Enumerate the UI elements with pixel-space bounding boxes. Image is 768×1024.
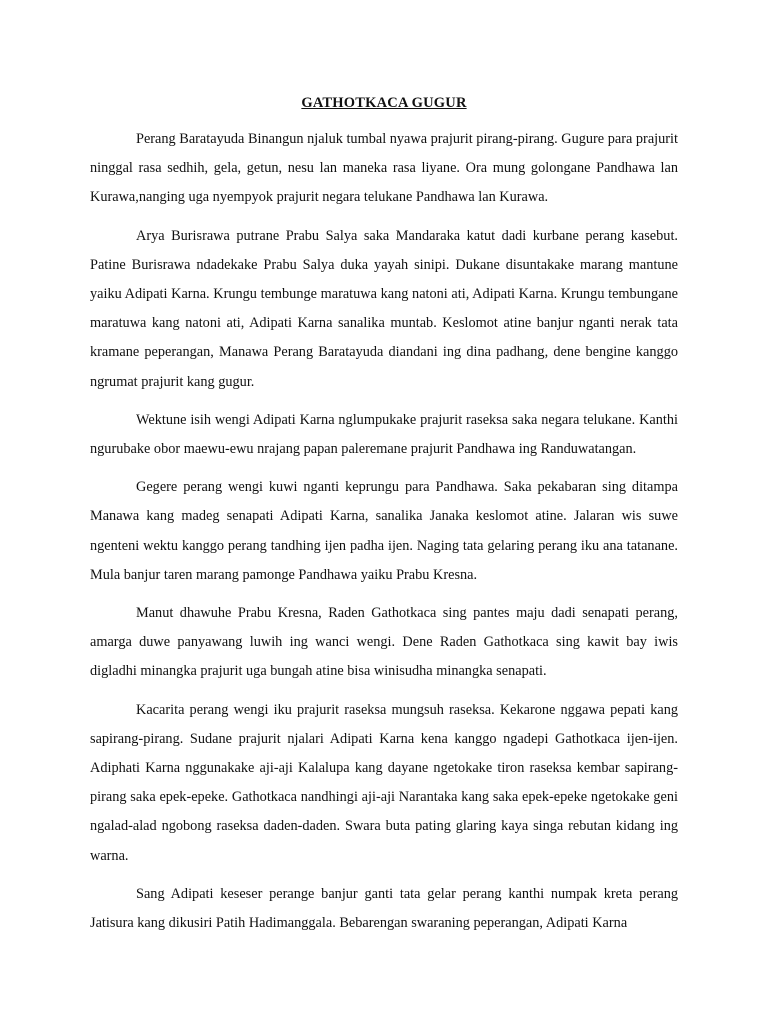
paragraph-4: Gegere perang wengi kuwi nganti keprungu para Pandhawa. Saka pekabaran sing ditampa Manawa kang madeg senapati Adipati Karna, sanalika Janaka keslomot atine. Jalaran wis suwe ngenteni wektu kanggo perang tandhing ijen padha ijen. Naging tata gelaring perang iku ana tatanane. Mula banjur taren marang pamonge Pandhawa yaiku Prabu Kresna. bbox=[90, 479, 678, 583]
document-title: GATHOTKACA GUGUR bbox=[301, 95, 467, 111]
document-page bbox=[90, 93, 678, 947]
paragraph-5: Manut dhawuhe Prabu Kresna, Raden Gathotkaca sing pantes maju dadi senapati perang, amarga duwe panyawang luwih ing wanci wengi. Dene Raden Gathotkaca sing kawit bay iwis digladhi minangka prajurit uga bungah atine bisa winisudha minangka senapati. bbox=[90, 605, 678, 680]
paragraph-3: Wektune isih wengi Adipati Karna nglumpukake prajurit raseksa saka negara telukane. Kanthi ngurubake obor maewu-ewu nrajang papan paleremane prajurit Pandhawa ing Randuwatangan. bbox=[90, 411, 678, 458]
paragraph-2: Arya Burisrawa putrane Prabu Salya saka Mandaraka katut dadi kurbane perang kasebut. Patine Burisrawa ndadekake Prabu Salya duka yayah sinipi. Dukane disuntakake marang mantune yaiku Adipati Karna. Krungu tembunge maratuwa kang natoni ati, Adipati Karna. Krungu tembungane maratuwa kang natoni ati, Adipati Karna sanalika muntab. Keslomot atine banjur nganti nerak tata kramane peperangan, Manawa Perang Baratayuda diandani ing dina padhang, dene bengine kanggo ngrumat prajurit kang gugur. bbox=[90, 227, 678, 390]
paragraph-6: Kacarita perang wengi iku prajurit raseksa mungsuh raseksa. Kekarone nggawa pepati kang sapirang-pirang. Sudane prajurit njalari Adipati Karna kena kanggo ngadepi Gathotkaca ijen-ijen. Adiphati Karna nggunakake aji-aji Kalalupa kang dayane ngetokake tiron raseksa kembar sapirang-pirang saka epek-epeke. Gathotkaca nandhingi aji-aji Narantaka kang saka epek-epeke ngetokake geni ngalad-alad ngobong raseksa daden-daden. Swara buta pating glaring kaya singa rebutan kidang ing warna. bbox=[90, 701, 678, 864]
paragraph-1: Perang Baratayuda Binangun njaluk tumbal nyawa prajurit pirang-pirang. Gugure para prajurit ninggal rasa sedhih, gela, getun, nesu lan maneka rasa liyane. Ora mung golongane Pandhawa lan Kurawa,nanging uga nyempyok prajurit negara telukane Pandhawa lan Kurawa. bbox=[90, 131, 678, 206]
paragraph-7: Sang Adipati keseser perange banjur ganti tata gelar perang kanthi numpak kreta perang Jatisura kang dikusiri Patih Hadimanggala. Bebarengan swaraning peperangan, Adipati Karna bbox=[90, 885, 678, 932]
